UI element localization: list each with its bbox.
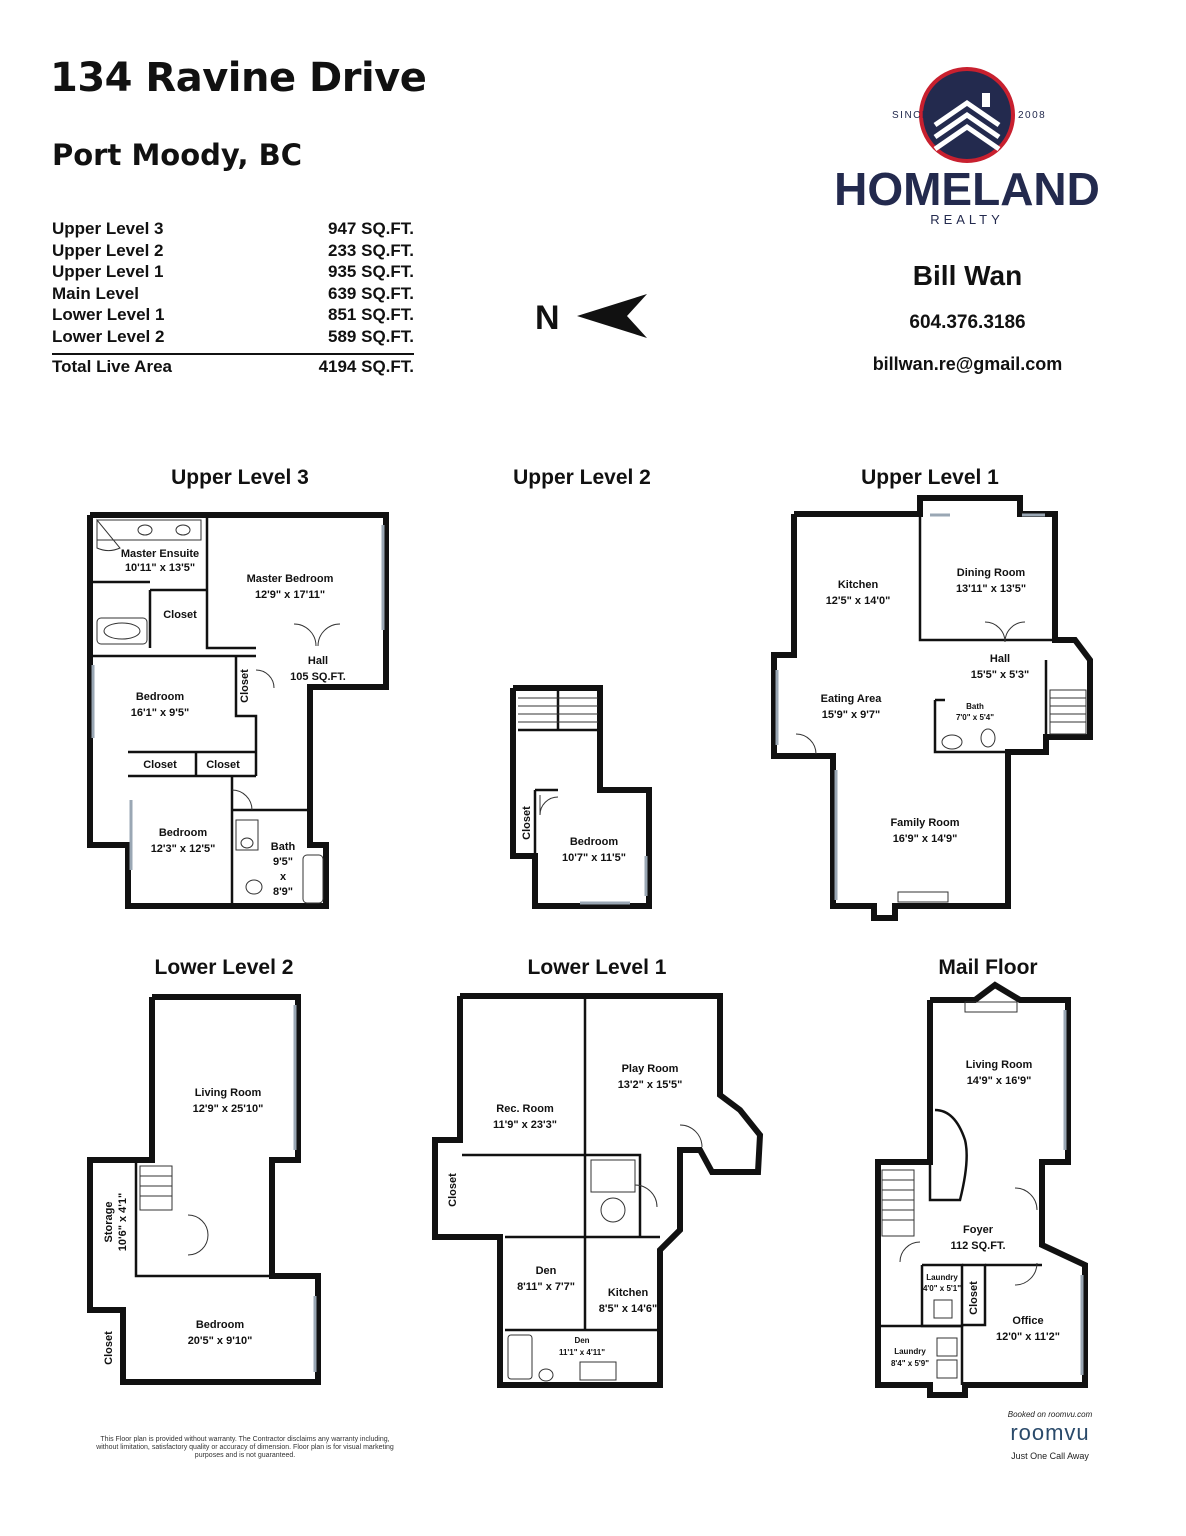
property-address: 134 Ravine Drive [50, 55, 427, 101]
room-label: Kitchen [837, 579, 879, 591]
floorplan-main [878, 985, 1085, 1395]
room-label: Master Bedroom [246, 573, 334, 585]
room-dimension: 10'6" x 4'1" [117, 1192, 129, 1252]
room-label: Living Room [194, 1087, 262, 1099]
floorplan-lower-1 [435, 996, 760, 1385]
level-title-lower-1: Lower Level 1 [527, 956, 667, 979]
area-row: Upper Level 2 233 SQ.FT. [52, 240, 414, 260]
booked-on-text: Booked on roomvu.com [1007, 1410, 1093, 1419]
room-dimension: 13'2" x 15'5" [617, 1079, 683, 1091]
room-dimension: 10'11" x 13'5" [124, 562, 196, 574]
area-row: Lower Level 2 589 SQ.FT. [52, 326, 414, 346]
room-label: Bedroom [569, 836, 619, 848]
room-label: Closet [206, 759, 240, 771]
room-dimension: 8'4" x 5'9" [890, 1359, 930, 1368]
floorplan-upper-1 [774, 498, 1090, 918]
room-dimension: 7'0" x 5'4" [955, 713, 995, 722]
room-dimension: 12'9" x 17'11" [254, 589, 326, 601]
room-label: Bath [966, 702, 984, 711]
level-title-main: Mail Floor [938, 956, 1038, 979]
compass-letter: N [535, 299, 560, 337]
room-label: Closet [163, 609, 197, 621]
level-title-upper-3: Upper Level 3 [171, 466, 309, 489]
agent-email[interactable]: billwan.re@gmail.com [872, 354, 1063, 374]
room-label: Closet [103, 1331, 115, 1365]
area-row: Main Level 639 SQ.FT. [52, 283, 414, 303]
room-label: Closet [447, 1173, 459, 1207]
room-dimension: 14'9" x 16'9" [966, 1075, 1032, 1087]
room-label: Office [1012, 1315, 1044, 1327]
agent-name: Bill Wan [912, 260, 1023, 291]
logo-since: SINCE [892, 110, 931, 121]
room-dimension: 8'11" x 7'7" [517, 1281, 575, 1293]
room-label: Master Ensuite [120, 548, 200, 560]
room-dimension: 16'9" x 14'9" [892, 833, 958, 845]
logo-brand: HOMELAND [834, 163, 1100, 215]
property-city: Port Moody, BC [52, 138, 303, 172]
room-dimension: 112 SQ.FT. [950, 1240, 1006, 1252]
floorplan-upper-2 [513, 688, 649, 906]
level-title-upper-1: Upper Level 1 [861, 466, 999, 489]
room-label: Closet [521, 806, 533, 840]
room-dimension: 10'7" x 11'5" [562, 852, 626, 864]
room-label: Den [535, 1265, 557, 1277]
agent-phone[interactable]: 604.376.3186 [909, 312, 1026, 333]
room-label: Foyer [963, 1224, 993, 1236]
level-title-upper-2: Upper Level 2 [513, 466, 651, 489]
area-total-row: Total Live Area 4194 SQ.FT. [52, 357, 414, 376]
room-label: Hall [989, 653, 1011, 665]
room-label: Laundry [894, 1347, 926, 1356]
room-dimension: 16'1" x 9'5" [130, 707, 190, 719]
room-dimension: 12'3" x 12'5" [150, 843, 216, 855]
room-dimension: 12'5" x 14'0" [825, 595, 891, 607]
room-label: Kitchen [607, 1287, 649, 1299]
room-label: Closet [968, 1281, 980, 1315]
room-dimension: 11'9" x 23'3" [493, 1119, 557, 1131]
room-dimension: 8'5" x 14'6" [598, 1303, 658, 1315]
room-label: Laundry [926, 1273, 958, 1282]
room-label: Den [574, 1336, 590, 1345]
room-dimension: x [279, 871, 287, 883]
room-label: Bedroom [158, 827, 208, 839]
room-dimension: 13'11" x 13'5" [955, 583, 1027, 595]
room-label: Storage [103, 1201, 115, 1243]
room-dimension: 12'0" x 11'2" [996, 1331, 1060, 1343]
room-label: Family Room [890, 817, 960, 829]
room-dimension: 12'9" x 25'10" [192, 1103, 264, 1115]
floorplan-upper-3 [90, 515, 386, 906]
room-dimension: 8'9" [272, 886, 294, 898]
room-label: Hall [307, 655, 329, 667]
room-label: Play Room [621, 1063, 679, 1075]
logo-year: 2008 [1018, 110, 1047, 121]
roomvu-logo: roomvu [1010, 1420, 1090, 1445]
room-label: Rec. Room [496, 1103, 554, 1115]
logo-sub: REALTY [930, 212, 1004, 227]
area-row: Upper Level 1 935 SQ.FT. [52, 262, 414, 281]
room-dimension: 105 SQ.FT. [290, 671, 346, 683]
room-label: Closet [239, 669, 251, 703]
area-row: Lower Level 1 851 SQ.FT. [52, 305, 414, 324]
room-dimension: 20'5" x 9'10" [187, 1335, 253, 1347]
roomvu-tagline: Just One Call Away [1011, 1451, 1089, 1461]
room-label: Bedroom [135, 691, 185, 703]
room-label: Eating Area [820, 693, 882, 705]
room-dimension: 4'0" x 5'1" [922, 1284, 962, 1293]
level-title-lower-2: Lower Level 2 [154, 956, 294, 979]
room-label: Closet [143, 759, 177, 771]
area-row: Upper Level 3 947 SQ.FT. [52, 219, 414, 238]
room-dimension: 9'5" [272, 856, 294, 868]
room-label: Bedroom [195, 1319, 245, 1331]
disclaimer-text: This Floor plan is provided without warranty. The Contractor disclaims any warranty including, without limitation, satisfactory quality or accuracy of dimension. Floor plan is for visual marketing purposes and is not guaranteed. [96, 1436, 394, 1459]
room-label: Dining Room [956, 567, 1026, 579]
room-label: Living Room [965, 1059, 1033, 1071]
room-dimension: 15'5" x 5'3" [970, 669, 1030, 681]
floorplan-lower-2 [90, 997, 318, 1382]
room-dimension: 15'9" x 9'7" [821, 709, 881, 721]
room-label: Bath [270, 841, 296, 853]
room-dimension: 11'1" x 4'11" [558, 1348, 606, 1357]
